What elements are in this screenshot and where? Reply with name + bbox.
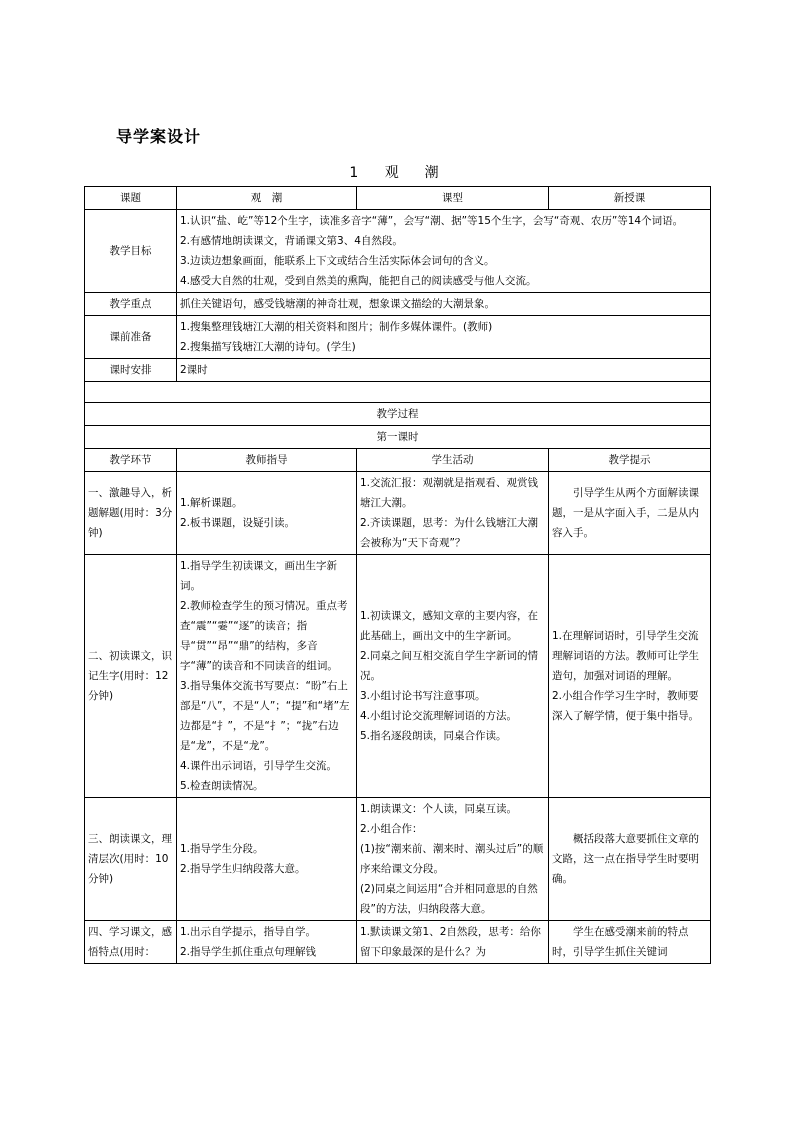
teacher-cell [177,798,357,921]
hint-item: 1.在理解词语时，引导学生交流理解词语的方法。教师可让学生造句，加强对词语的理解。 [552,630,699,682]
step-stage: 一、激趣导入，析题解题(用时：3分钟) [85,472,177,555]
type-label: 课型 [357,187,549,210]
teacher-item: 1.指导学生初读课文，画出生字新词。 [180,560,338,592]
time-value: 2课时 [177,359,711,382]
teacher-cell [177,555,357,798]
student-item: (1)按“潮来前、潮来时、潮头过后”的顺序来给课文分段。 [360,843,544,875]
lesson-name: 观 潮 [384,165,445,181]
student-item: 2.同桌之间互相交流自学生字新词的情况。 [360,650,539,682]
prep-item: 1.搜集整理钱塘江大潮的相关资料和图片；制作多媒体课件。(教师) [180,321,493,333]
course-label: 课题 [85,187,177,210]
hint-cell [549,555,711,798]
teacher-item: 1.解析课题。 [180,497,243,509]
period-title: 第一课时 [85,426,711,449]
student-item: 5.指名逐段朗读，同桌合作读。 [360,730,507,742]
time-row [85,359,711,382]
goals-label: 教学目标 [85,210,177,293]
student-item: 2.小组合作： [360,823,423,835]
hint-item: 引导学生从两个方面解读课题，一是从字面入手，二是从内容入手。 [552,487,699,539]
teacher-item: 2.指导学生抓住重点句理解钱 [180,946,317,958]
step-row [85,921,711,964]
step-stage: 三、朗读课文，理清层次(用时：10分钟) [85,798,177,921]
lesson-title [0,162,794,182]
goals-row [85,210,711,293]
student-item: 1.朗读课文：个人读，同桌互读。 [360,803,518,815]
goal-item: 3.边读边想象画面，能联系上下文或结合生活实际体会词句的含义。 [180,255,495,267]
process-title: 教学过程 [85,403,711,426]
column-header: 教学提示 [549,449,711,472]
student-item: 2.齐读课题，思考：为什么钱塘江大潮会被称为“天下奇观”？ [360,517,539,549]
course-value: 观 潮 [177,187,357,210]
teacher-cell [177,921,357,964]
teacher-item: 5.检查朗读情况。 [180,780,264,792]
goal-item: 4.感受大自然的壮观，受到自然美的熏陶，能把自己的阅读感受与他人交流。 [180,275,537,287]
student-item: 1.默读课文第1、2自然段，思考：给你留下印象最深的是什么？为 [360,926,541,958]
step-row [85,555,711,798]
goal-item: 2.有感情地朗读课文，背诵课文第3、4自然段。 [180,235,403,247]
period-title-row [85,426,711,449]
key-label: 教学重点 [85,293,177,316]
prep-cell [177,316,711,359]
key-value: 抓住关键语句，感受钱塘潮的神奇壮观，想象课文描绘的大潮景象。 [177,293,711,316]
time-label: 课时安排 [85,359,177,382]
student-item: 1.交流汇报：观潮就是指观看、观赏钱塘江大潮。 [360,477,539,509]
blank-row [85,382,711,403]
prep-item: 2.搜集描写钱塘江大潮的诗句。(学生) [180,341,356,353]
student-item: (2)同桌之间运用“合并相同意思的自然段”的方法，归纳段落大意。 [360,883,538,915]
prep-label: 课前准备 [85,316,177,359]
hint-cell [549,472,711,555]
hint-item: 学生在感受潮来前的特点时，引导学生抓住关键词 [552,926,689,958]
column-header: 教学环节 [85,449,177,472]
type-value: 新授课 [549,187,711,210]
student-item: 3.小组讨论书写注意事项。 [360,690,486,702]
hint-cell [549,921,711,964]
teacher-item: 4.课件出示词语，引导学生交流。 [180,760,338,772]
course-row [85,187,711,210]
document-heading: 导学案设计 [116,127,202,146]
column-header: 教师指导 [177,449,357,472]
lesson-plan-table [84,186,711,964]
step-row [85,798,711,921]
step-row [85,472,711,555]
column-header-row [85,449,711,472]
prep-row [85,316,711,359]
process-title-row [85,403,711,426]
key-row [85,293,711,316]
teacher-item: 2.板书课题，设疑引读。 [180,517,296,529]
student-item: 4.小组讨论交流理解词语的方法。 [360,710,518,722]
step-stage: 四、学习课文，感悟特点(用时： [85,921,177,964]
student-cell [357,798,549,921]
teacher-item: 2.指导学生归纳段落大意。 [180,863,306,875]
goal-item: 1.认识“盐、屹”等12个生字，读准多音字“薄”，会写“潮、据”等15个生字，会写“奇观、农历”等14个词语。 [180,215,684,227]
student-cell [357,472,549,555]
step-stage: 二、初读课文，识记生字(用时：12分钟) [85,555,177,798]
hint-item: 概括段落大意要抓住文章的文路，这一点在指导学生时要明确。 [552,833,699,885]
student-cell [357,921,549,964]
teacher-item: 2.教师检查学生的预习情况。重点考查“震”“霎”“逐”的读音；指导“贯”“昂”“鼎”的结构，多音字“薄”的读音和不同读音的组词。 [180,600,348,672]
hint-item: 2.小组合作学习生字时，教师要深入了解学情，便于集中指导。 [552,690,699,722]
teacher-item: 1.指导学生分段。 [180,843,264,855]
student-item: 1.初读课文，感知文章的主要内容，在此基础上，画出文中的生字新词。 [360,610,539,642]
teacher-cell [177,472,357,555]
student-cell [357,555,549,798]
teacher-item: 3.指导集体交流书写要点：“盼”右上部是“八”，不是“人”；“提”和“堵”左边都是“扌”，不是“扌”；“拢”右边是“龙”，不是“龙”。 [180,680,350,752]
hint-cell [549,798,711,921]
teacher-item: 1.出示自学提示，指导自学。 [180,926,317,938]
goals-cell [177,210,711,293]
column-header: 学生活动 [357,449,549,472]
lesson-number: 1 [349,165,365,181]
